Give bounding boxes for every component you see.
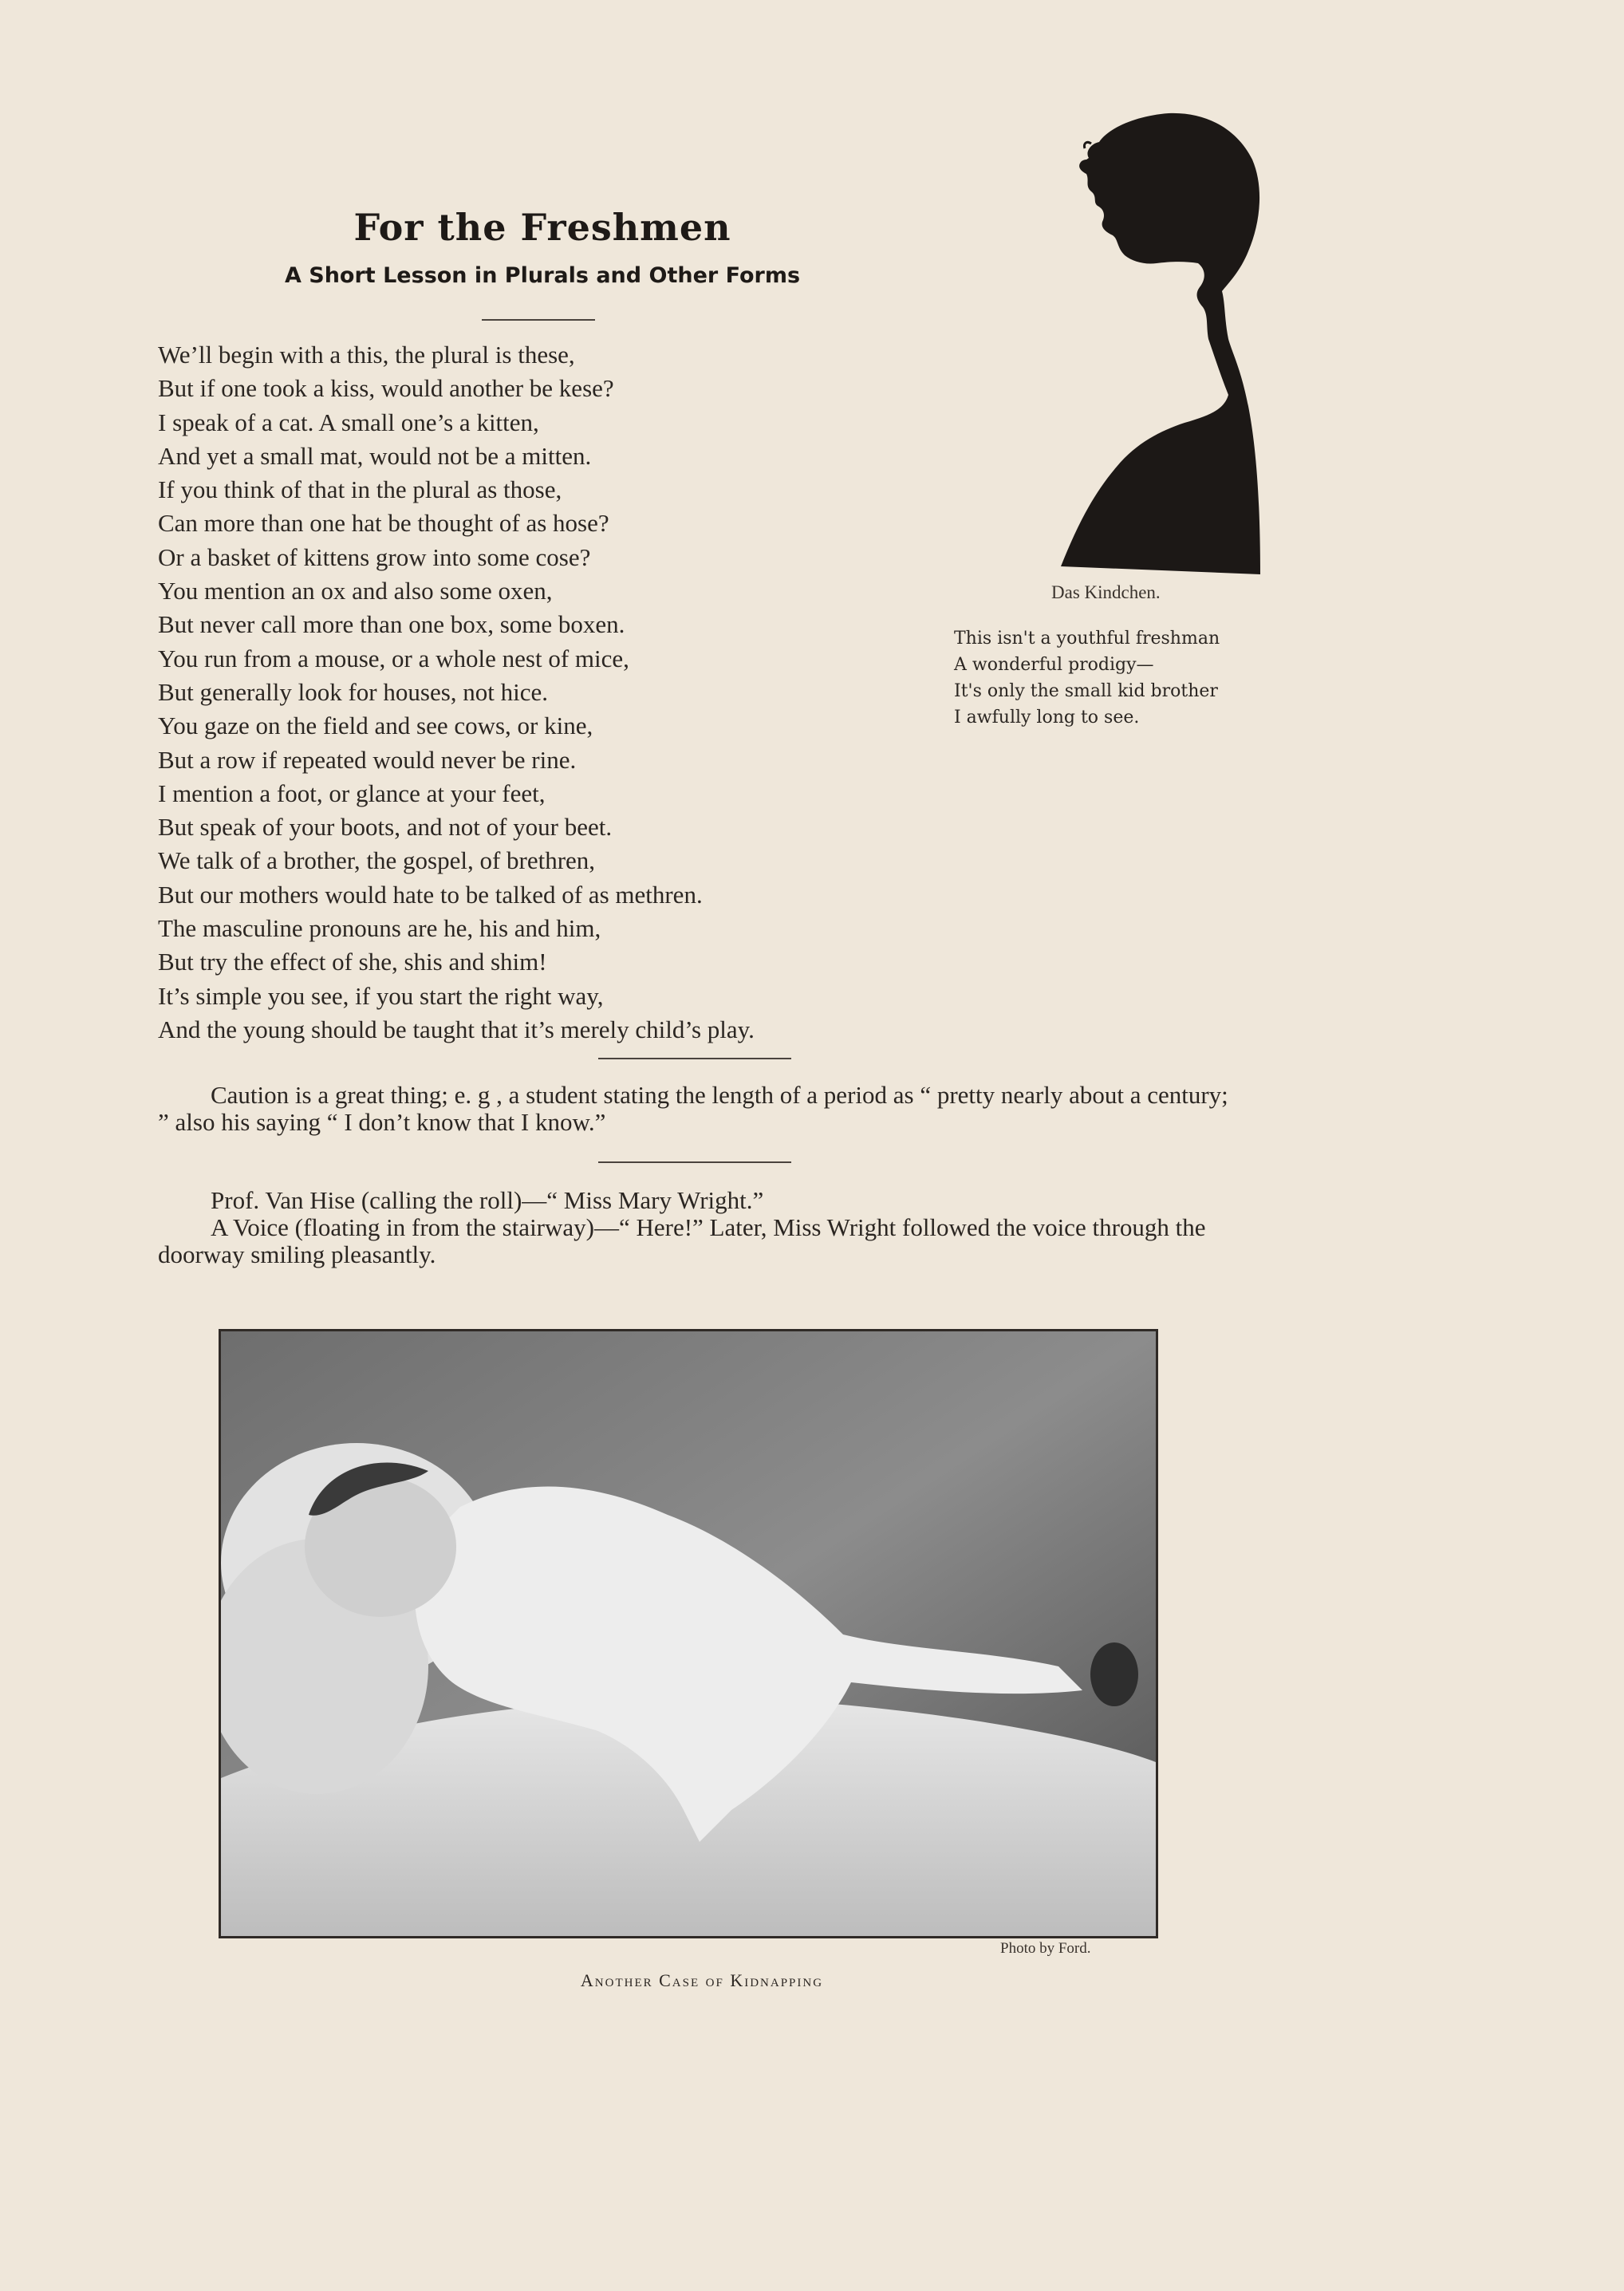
poem-line: It’s simple you see, if you start the right way, [158, 981, 604, 1010]
poem-line: But generally look for houses, not hice. [158, 677, 549, 706]
poem-line: I mention a foot, or glance at your feet, [158, 779, 546, 807]
poem [158, 338, 956, 1047]
page-subtitle: A Short Lesson in Plurals and Other Forms [284, 263, 801, 288]
section-divider [598, 1058, 791, 1059]
verse-line: A wonderful prodigy— [954, 655, 1154, 675]
roll-call-anecdote [158, 1187, 1243, 1268]
child-silhouette-image [997, 112, 1260, 574]
poem-line: But our mothers would hate to be talked of as methren. [158, 880, 703, 909]
verse-line: It's only the small kid brother [954, 681, 1218, 701]
poem-line: And the young should be taught that it’s merely child’s play. [158, 1015, 755, 1043]
roll-call-paragraph: A Voice (floating in from the stairway)—“ Here!” Later, Miss Wright followed the voice through the doorway smiling pleasantly. [158, 1213, 1206, 1268]
section-divider [598, 1161, 791, 1163]
poem-line: Can more than one hat be thought of as hose? [158, 509, 609, 538]
silhouette-verse [954, 625, 1289, 731]
poem-line: We’ll begin with a this, the plural is these, [158, 341, 575, 369]
photo-image [221, 1331, 1156, 1936]
poem-line: And yet a small mat, would not be a mitten. [158, 441, 592, 470]
sleeping-child-photo [219, 1329, 1158, 1938]
poem-line: You mention an ox and also some oxen, [158, 577, 553, 605]
photo-credit: Photo by Ford. [1000, 1940, 1091, 1957]
photo-caption: Another Case of Kidnapping [580, 1970, 824, 1990]
poem-line: We talk of a brother, the gospel, of brethren, [158, 846, 596, 875]
verse-line: I awfully long to see. [954, 708, 1140, 728]
poem-line: Or a basket of kittens grow into some cose? [158, 542, 591, 571]
poem-line: You run from a mouse, or a whole nest of mice, [158, 644, 629, 672]
title-divider [482, 319, 595, 321]
caution-paragraph: Caution is a great thing; e. g , a student stating the length of a period as “ pretty nearly about a century; ” also his saying “ I don’t know that I know.” [158, 1081, 1228, 1136]
verse-line: This isn't a youthful freshman [954, 629, 1220, 649]
poem-line: But speak of your boots, and not of your beet. [158, 813, 613, 842]
poem-line: You gaze on the field and see cows, or kine, [158, 712, 593, 740]
poem-line: If you think of that in the plural as those, [158, 475, 562, 504]
caution-anecdote [158, 1082, 1243, 1136]
poem-line: But a row if repeated would never be rine. [158, 745, 577, 774]
poem-line: The masculine pronouns are he, his and him, [158, 914, 601, 943]
poem-line: But try the effect of she, shis and shim! [158, 948, 547, 976]
roll-call-paragraph: Prof. Van Hise (calling the roll)—“ Miss Mary Wright.” [211, 1186, 764, 1214]
poem-line: I speak of a cat. A small one’s a kitten, [158, 408, 539, 436]
silhouette-caption: Das Kindchen. [1051, 582, 1161, 602]
poem-line: But if one took a kiss, would another be kese? [158, 374, 614, 403]
page-title: For the Freshmen [353, 206, 731, 249]
poem-line: But never call more than one box, some boxen. [158, 610, 625, 639]
